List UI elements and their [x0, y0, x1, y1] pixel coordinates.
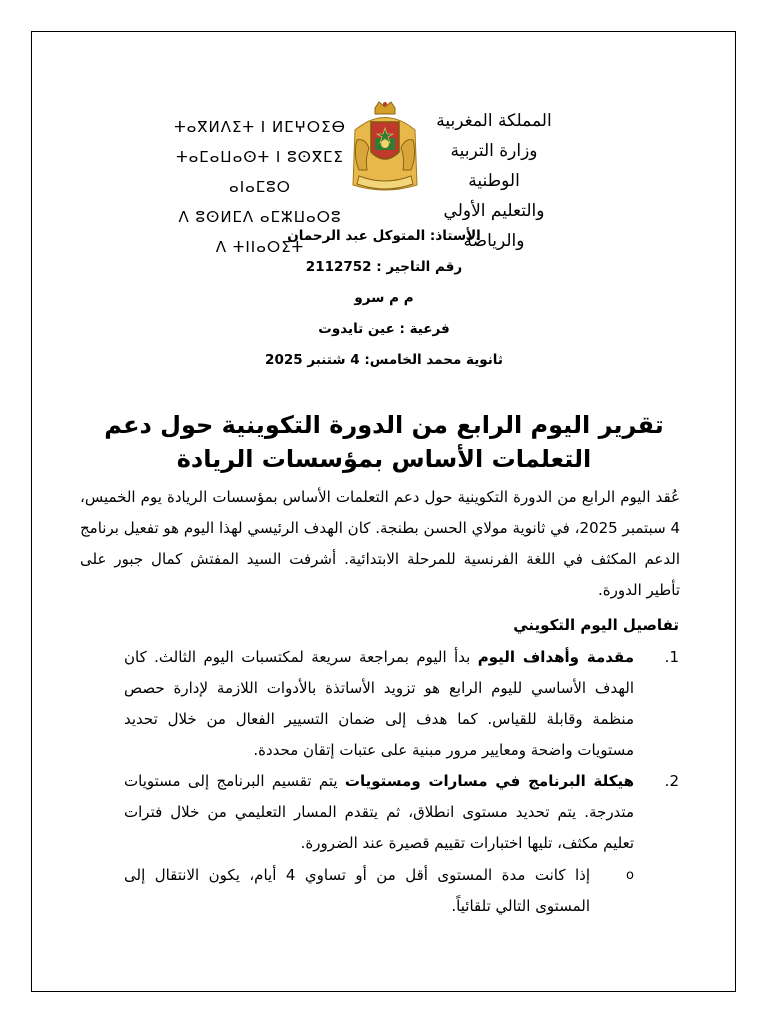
arabic-header-line: والتعليم الأولي والرياضة	[443, 201, 545, 251]
sub-item-text: إذا كانت مدة المستوى أقل من أو تساوي 4 أيام، يكون الانتقال إلى المستوى التالي تلقائياً.	[124, 866, 590, 915]
list-item-bold: هيكلة البرنامج في مسارات ومستويات	[344, 772, 634, 790]
coat-of-arms-emblem	[345, 100, 425, 200]
tifinagh-line: ⵜⴰⴳⵍⴷⵉⵜ ⵏ ⵍⵎⵖⵔⵉⴱ	[174, 118, 346, 136]
list-item-text: بدأ اليوم بمراجعة سريعة لمكتسبات اليوم الثالث. كان الهدف الأساسي لليوم الرابع هو تزويد الأساتذة بالأدوات اللازمة لإدارة حصص منظمة وقابلة للقياس. كما هدف إلى ضمان التسيير الفعال من خلال تحديد مستويات واضحة ومعايير مرور مبنية على عتبات إتقان محددة.	[124, 648, 634, 759]
list-number: 1.	[664, 648, 679, 666]
list-item	[124, 766, 679, 859]
tifinagh-line: ⴷ ⵓⵙⵍⵎⴷ ⴰⵎⵣⵡⴰⵔⵓ ⴷ ⵜⵏⵏⴰⵔⵉⵜ	[178, 208, 342, 256]
list-number: 2.	[664, 772, 679, 790]
sub-bullet: o	[626, 868, 634, 883]
list-item-bold: مقدمة وأهداف اليوم	[477, 648, 634, 666]
teacher-info	[0, 222, 768, 377]
tifinagh-line: ⵜⴰⵎⴰⵡⴰⵙⵜ ⵏ ⵓⵙⴳⵎⵉ ⴰⵏⴰⵎⵓⵔ	[176, 148, 344, 196]
teacher-id: رقم التاجير : 2112752	[305, 259, 463, 275]
section-heading: تفاصيل اليوم التكويني	[513, 616, 679, 634]
list-item-text: يتم تقسيم البرنامج إلى مستويات متدرجة. يتم تحديد مستوى انطلاق، ثم يتقدم المسار التعليمي من خلال فترات تعليم مكثف، تليها اختبارات تقييم قصيرة عند الضرورة.	[124, 772, 634, 852]
school-name: م م سرو	[354, 290, 414, 306]
report-title: تقرير اليوم الرابع من الدورة التكوينية حول دعم التعلمات الأساس بمؤسسات الريادة	[104, 411, 664, 473]
branch-name: فرعية : عين تايدوت	[318, 321, 450, 337]
location-date: ثانوية محمد الخامس: 4 شتنبر 2025	[265, 352, 503, 368]
sub-list-item	[124, 860, 634, 922]
list-item-content	[124, 766, 634, 859]
intro-paragraph: عُقد اليوم الرابع من الدورة التكوينية حول دعم التعلمات الأساس بمؤسسات الريادة يوم الخميس، 4 سبتمبر 2025، في ثانوية مولاي الحسن بطنجة. كان الهدف الرئيسي لهذا اليوم هو تفعيل برنامج الدعم المكثف في اللغة الفرنسية للمرحلة الابتدائية. أشرفت السيد المفتش كمال جبور على تأطير الدورة.	[80, 488, 680, 599]
list-item-content	[124, 642, 634, 766]
list-item	[124, 642, 679, 766]
arabic-header-line: المملكة المغربية	[436, 111, 552, 131]
arabic-header-line: وزارة التربية الوطنية	[450, 141, 538, 191]
teacher-name: الأستاذ: المتوكل عبد الرحمان	[287, 228, 481, 244]
